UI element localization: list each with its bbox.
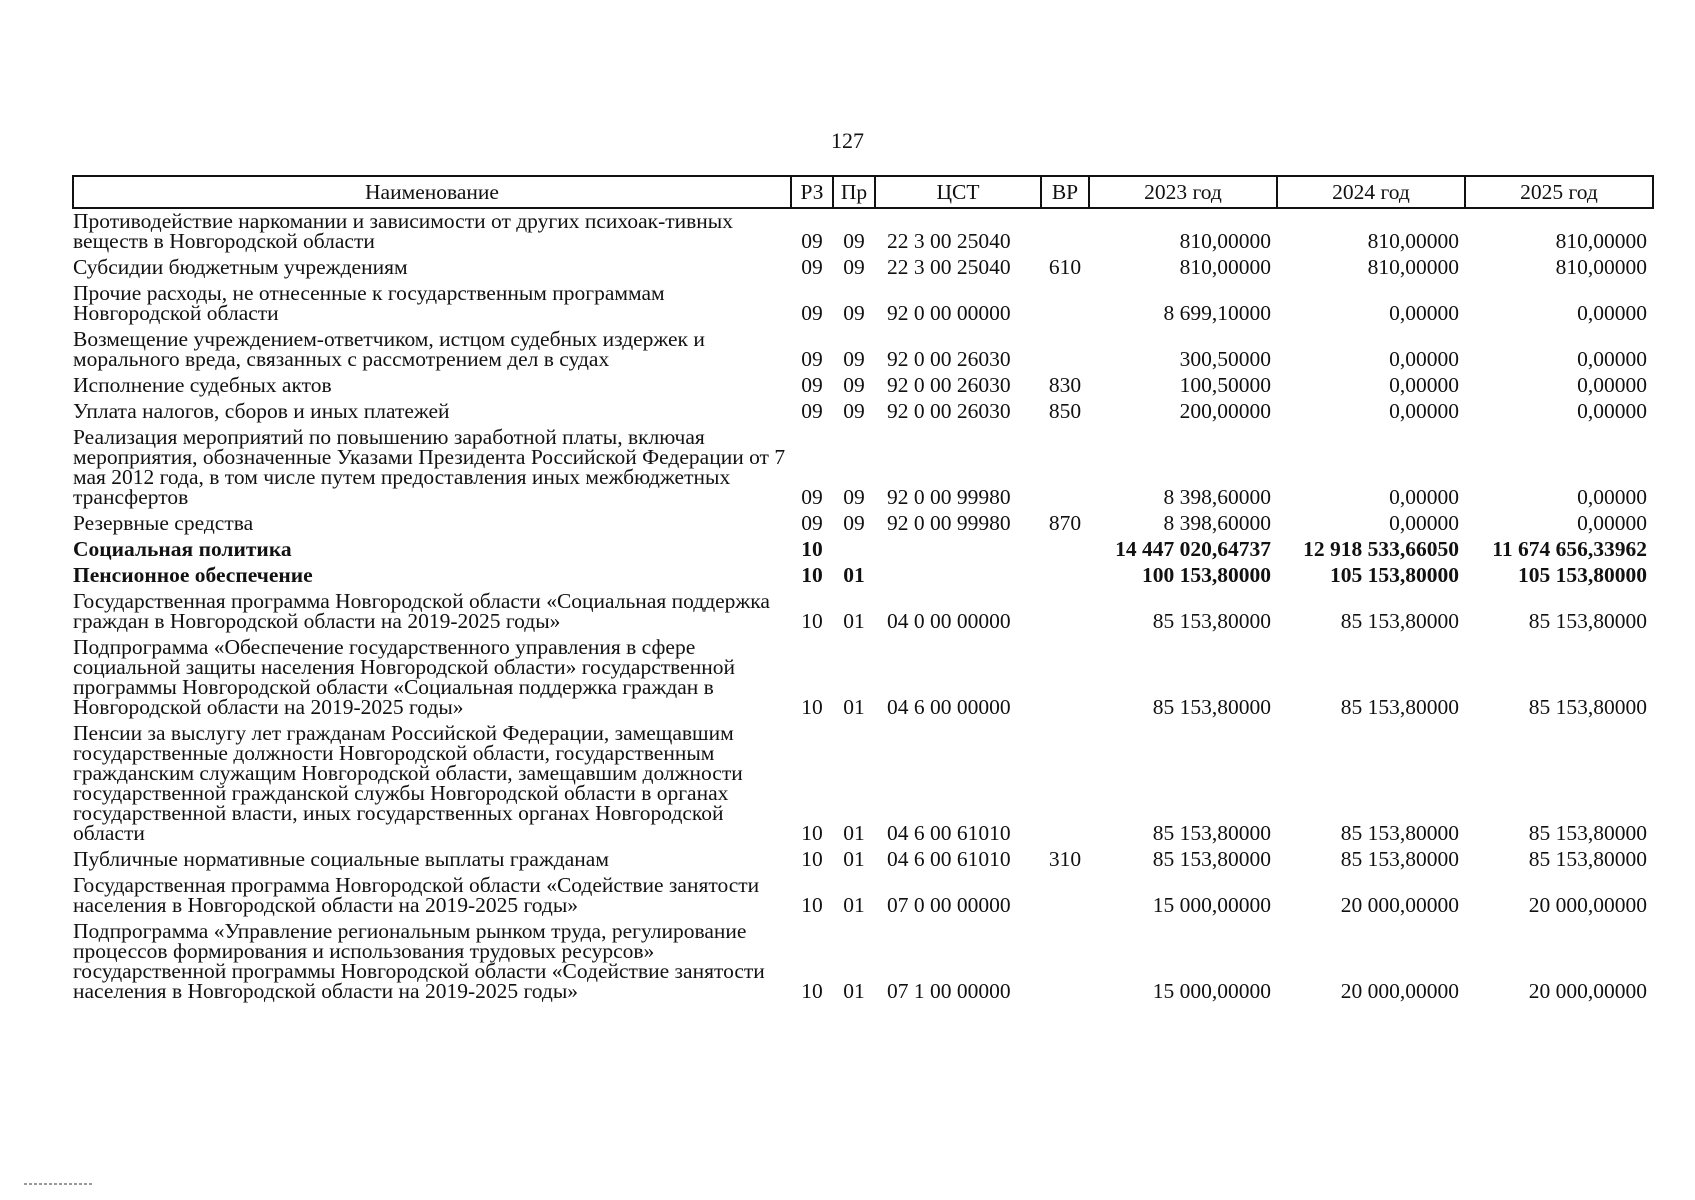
cell-name: Государственная программа Новгородской области «Социальная поддержка граждан в Новгородской области на 2019-2025 годы»: [73, 589, 770, 633]
cell-pr: 01: [843, 609, 865, 633]
cell-y2024: 12 918 533,66050: [1303, 537, 1459, 561]
cell-rz: 10: [801, 537, 823, 561]
cell-y2024: 0,00000: [1389, 485, 1459, 509]
header-2024: 2024 год: [1277, 176, 1465, 208]
cell-rz: 10: [801, 847, 823, 871]
cell-vr: [1041, 208, 1089, 255]
table-row: [73, 281, 1653, 327]
cell-rz: 09: [801, 511, 823, 535]
cell-name: Подпрограмма «Обеспечение государственного управления в сфере социальной защиты населения Новгородской области» государственной программы Новгородской области «Социальная поддержка граждан в Новгородской области на 2019-2025 годы»: [73, 635, 735, 719]
cell-rz: 09: [801, 373, 823, 397]
page-number: 127: [831, 128, 864, 153]
cell-rz: 09: [801, 347, 823, 371]
table-row: [73, 919, 1653, 1005]
cell-cst: 22 3 00 25040: [887, 255, 1011, 279]
table-row: [73, 425, 1653, 511]
cell-name: Реализация мероприятий по повышению заработной платы, включая мероприятия, обозначенные Указами Президента Российской Федерации от 7 мая 2012 года, в том числе путем предоставления иных межбюджетных трансфертов: [73, 425, 786, 509]
cell-y2024: 20 000,00000: [1340, 979, 1459, 1003]
cell-vr: [1041, 919, 1089, 1005]
cell-cst: 92 0 00 99980: [887, 511, 1011, 535]
cell-pr: 01: [843, 563, 865, 587]
cell-rz: 10: [801, 609, 823, 633]
cell-cst: [875, 563, 1041, 589]
table-row: [73, 399, 1653, 425]
cell-y2024: 85 153,80000: [1340, 821, 1459, 845]
cell-pr: 01: [843, 695, 865, 719]
cell-name: Государственная программа Новгородской области «Содействие занятости населения в Новгородской области на 2019-2025 годы»: [73, 873, 760, 917]
cell-name: Публичные нормативные социальные выплаты гражданам: [73, 847, 609, 871]
cell-y2023: 810,00000: [1179, 229, 1271, 253]
cell-y2023: 14 447 020,64737: [1115, 537, 1271, 561]
cell-rz: 10: [801, 893, 823, 917]
table-row: [73, 537, 1653, 563]
cell-name: Уплата налогов, сборов и иных платежей: [73, 399, 450, 423]
table-row: [73, 847, 1653, 873]
cell-y2025: 0,00000: [1577, 347, 1647, 371]
table-row: [73, 373, 1653, 399]
cell-y2023: 200,00000: [1179, 399, 1271, 423]
cell-pr: 01: [843, 821, 865, 845]
cell-y2023: 810,00000: [1179, 255, 1271, 279]
cell-y2023: 8 398,60000: [1163, 511, 1271, 535]
table-row: [73, 563, 1653, 589]
cell-cst: 04 6 00 00000: [887, 695, 1011, 719]
cell-name: Резервные средства: [73, 511, 254, 535]
cell-y2025: 810,00000: [1555, 229, 1647, 253]
cell-vr: [1041, 281, 1089, 327]
cell-name: Пенсии за выслугу лет гражданам Российской Федерации, замещавшим государственные должности Новгородской области, государственным гражданским служащим Новгородской области, замещавшим должности государственной гражданской службы Новгородской области в органах государственной власти, иных государственных органах Новгородской области: [73, 721, 743, 845]
cell-cst: 92 0 00 99980: [887, 485, 1011, 509]
cell-pr: 09: [843, 347, 865, 371]
cell-y2024: 85 153,80000: [1340, 847, 1459, 871]
cell-cst: 07 0 00 00000: [887, 893, 1011, 917]
cell-y2025: 810,00000: [1555, 255, 1647, 279]
cell-cst: 22 3 00 25040: [887, 229, 1011, 253]
cell-vr: [1041, 327, 1089, 373]
table-row: [73, 327, 1653, 373]
header-vr: ВР: [1041, 176, 1089, 208]
cell-rz: 09: [801, 229, 823, 253]
table-row: [73, 255, 1653, 281]
cell-pr: 01: [843, 979, 865, 1003]
cell-pr: [833, 537, 875, 563]
cell-y2023: 85 153,80000: [1152, 695, 1271, 719]
cell-y2025: 105 153,80000: [1518, 563, 1647, 587]
cell-y2024: 810,00000: [1367, 229, 1459, 253]
cell-y2023: 100,50000: [1179, 373, 1271, 397]
cell-cst: 92 0 00 26030: [887, 373, 1011, 397]
cell-pr: 01: [843, 847, 865, 871]
cell-y2023: 85 153,80000: [1152, 847, 1271, 871]
cell-rz: 10: [801, 979, 823, 1003]
cell-vr: [1041, 721, 1089, 847]
cell-y2024: 20 000,00000: [1340, 893, 1459, 917]
cell-name: Исполнение судебных актов: [73, 373, 332, 397]
cell-y2025: 0,00000: [1577, 301, 1647, 325]
cell-y2025: 0,00000: [1577, 399, 1647, 423]
table-row: [73, 635, 1653, 721]
cell-cst: [875, 537, 1041, 563]
cell-vr: 830: [1048, 373, 1082, 397]
table-row: [73, 721, 1653, 847]
cell-name: Противодействие наркомании и зависимости от других психоак-тивных веществ в Новгородской области: [73, 209, 733, 253]
cell-vr: [1041, 425, 1089, 511]
cell-y2024: 105 153,80000: [1330, 563, 1459, 587]
cell-cst: 07 1 00 00000: [887, 979, 1011, 1003]
cell-rz: 10: [801, 695, 823, 719]
cell-cst: 92 0 00 26030: [887, 347, 1011, 371]
cell-pr: 09: [843, 485, 865, 509]
cell-y2025: 0,00000: [1577, 485, 1647, 509]
cell-pr: 09: [843, 511, 865, 535]
cell-y2023: 8 398,60000: [1163, 485, 1271, 509]
cell-vr: 610: [1048, 255, 1082, 279]
cell-y2024: 0,00000: [1389, 347, 1459, 371]
cell-vr: 850: [1048, 399, 1082, 423]
cell-name: Подпрограмма «Управление региональным рынком труда, регулирование процессов формирования и использования трудовых ресурсов» государственной программы Новгородской области «Содействие занятости населения в Новгородской области на 2019-2025 годы»: [73, 919, 765, 1003]
cell-name: Возмещение учреждением-ответчиком, истцом судебных издержек и морального вреда, связанных с рассмотрением дел в судах: [73, 327, 705, 371]
cell-y2024: 0,00000: [1389, 373, 1459, 397]
cell-rz: 10: [801, 821, 823, 845]
budget-table: [72, 175, 1654, 1005]
cell-y2025: 85 153,80000: [1528, 821, 1647, 845]
cell-pr: 01: [843, 893, 865, 917]
cell-y2023: 85 153,80000: [1152, 821, 1271, 845]
header-pr: Пр: [833, 176, 875, 208]
cell-vr: 870: [1048, 511, 1082, 535]
cell-y2023: 8 699,10000: [1163, 301, 1271, 325]
table-row: [73, 589, 1653, 635]
cell-vr: [1041, 635, 1089, 721]
cell-y2025: 85 153,80000: [1528, 847, 1647, 871]
cell-y2025: 0,00000: [1577, 373, 1647, 397]
cell-name: Пенсионное обеспечение: [73, 563, 313, 587]
table-row: [73, 873, 1653, 919]
cell-y2023: 15 000,00000: [1152, 893, 1271, 917]
header-2025: 2025 год: [1465, 176, 1653, 208]
cell-name: Прочие расходы, не отнесенные к государственным программам Новгородской области: [73, 281, 665, 325]
header-rz: РЗ: [791, 176, 833, 208]
cell-cst: 04 6 00 61010: [887, 847, 1011, 871]
cell-vr: [1041, 537, 1089, 563]
cell-y2025: 85 153,80000: [1528, 609, 1647, 633]
cell-rz: 09: [801, 485, 823, 509]
cell-pr: 09: [843, 399, 865, 423]
table-row: [73, 511, 1653, 537]
cell-y2023: 100 153,80000: [1142, 563, 1271, 587]
cell-y2023: 85 153,80000: [1152, 609, 1271, 633]
cell-vr: 310: [1048, 847, 1082, 871]
cell-rz: 09: [801, 399, 823, 423]
cell-name: Социальная политика: [73, 537, 292, 561]
cell-cst: 92 0 00 26030: [887, 399, 1011, 423]
cell-vr: [1041, 873, 1089, 919]
header-row: [73, 176, 1653, 208]
cell-cst: 04 0 00 00000: [887, 609, 1011, 633]
cell-y2024: 810,00000: [1367, 255, 1459, 279]
header-cst: ЦСТ: [875, 176, 1041, 208]
cell-y2025: 20 000,00000: [1528, 979, 1647, 1003]
cell-pr: 09: [843, 301, 865, 325]
cell-y2024: 85 153,80000: [1340, 695, 1459, 719]
table-header: [73, 176, 1653, 208]
table-body: [73, 208, 1653, 1005]
cell-y2023: 300,50000: [1179, 347, 1271, 371]
cell-y2023: 15 000,00000: [1152, 979, 1271, 1003]
table-row: [73, 208, 1653, 255]
cell-rz: 10: [801, 563, 823, 587]
cell-rz: 09: [801, 255, 823, 279]
cell-cst: 04 6 00 61010: [887, 821, 1011, 845]
cell-name: Субсидии бюджетным учреждениям: [73, 255, 408, 279]
cell-y2025: 0,00000: [1577, 511, 1647, 535]
cell-pr: 09: [843, 229, 865, 253]
cell-rz: 09: [801, 301, 823, 325]
cell-vr: [1041, 563, 1089, 589]
cell-cst: 92 0 00 00000: [887, 301, 1011, 325]
cell-y2024: 0,00000: [1389, 301, 1459, 325]
cell-y2024: 85 153,80000: [1340, 609, 1459, 633]
cell-y2024: 0,00000: [1389, 399, 1459, 423]
header-name: Наименование: [73, 176, 791, 208]
cell-vr: [1041, 589, 1089, 635]
cell-pr: 09: [843, 373, 865, 397]
cell-y2024: 0,00000: [1389, 511, 1459, 535]
cell-y2025: 20 000,00000: [1528, 893, 1647, 917]
header-2023: 2023 год: [1089, 176, 1277, 208]
scan-artifact: [24, 1183, 94, 1185]
cell-y2025: 85 153,80000: [1528, 695, 1647, 719]
cell-pr: 09: [843, 255, 865, 279]
cell-y2025: 11 674 656,33962: [1492, 537, 1647, 561]
